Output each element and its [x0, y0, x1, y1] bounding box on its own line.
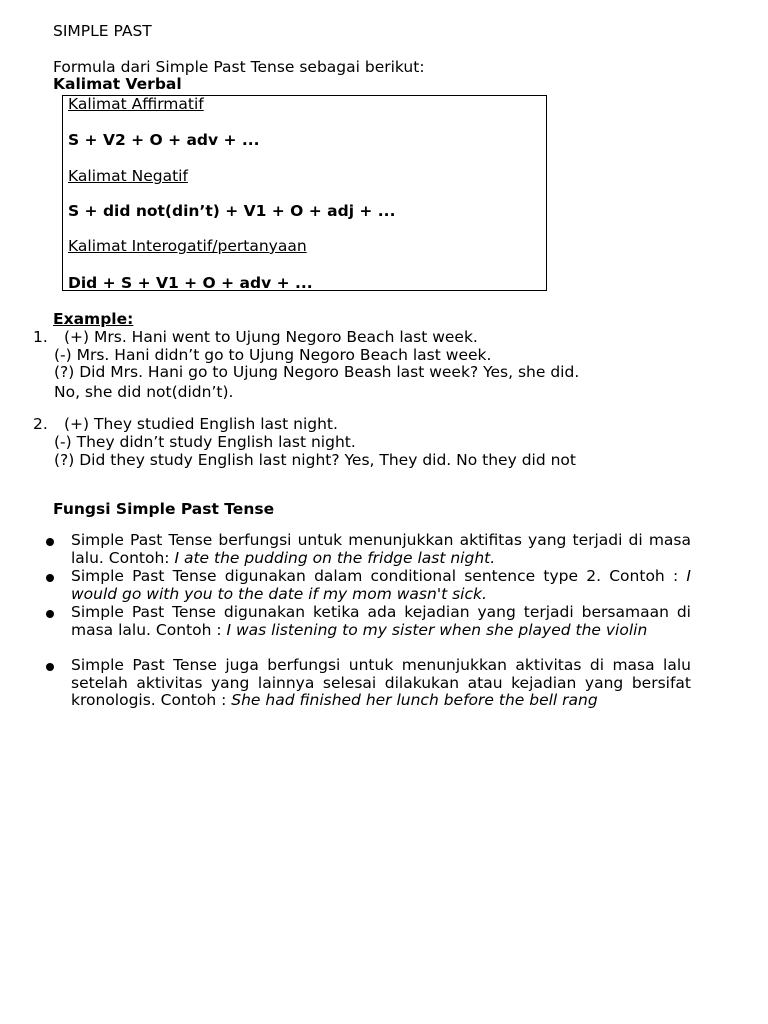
- bullet-icon: [46, 574, 54, 582]
- example-positive: (+) They studied English last night.: [64, 415, 338, 433]
- bullet-icon: [46, 610, 54, 618]
- list-item-example: I was listening to my sister when she played the violin: [226, 620, 648, 639]
- formula-box: [62, 95, 547, 291]
- affirmative-formula: S + V2 + O + adv + ...: [68, 131, 260, 149]
- example-number: 2.: [33, 415, 48, 433]
- example-number: 1.: [33, 328, 48, 346]
- example-negative: (-) They didn’t study English last night.: [54, 433, 356, 451]
- list-item-example: She had finished her lunch before the bell rang: [231, 691, 598, 709]
- fungsi-heading: Fungsi Simple Past Tense: [53, 500, 275, 518]
- bullet-icon: [46, 538, 54, 546]
- list-item-text: Simple Past Tense juga berfungsi untuk menunjukkan aktivitas di masa lalu setelah aktivitas yang lainnya selesai dilakukan atau kejadian yang bersifat kronologis. Contoh :: [71, 656, 691, 709]
- negative-formula: S + did not(din’t) + V1 + O + adj + ...: [68, 202, 396, 220]
- list-item-text: Simple Past Tense digunakan dalam conditional sentence type 2. Contoh :: [71, 567, 687, 585]
- example-question: (?) Did Mrs. Hani go to Ujung Negoro Beash last week? Yes, she did.: [54, 363, 580, 381]
- example-question: (?) Did they study English last night? Yes, They did. No they did not: [54, 451, 576, 469]
- list-item: [71, 604, 691, 639]
- list-item-example: I would go with you to the date if my mom wasn't sick.: [71, 567, 691, 603]
- doc-title: SIMPLE PAST: [53, 22, 152, 40]
- list-item-text: Simple Past Tense digunakan ketika ada kejadian yang terjadi bersamaan di masa lalu. Contoh :: [71, 603, 691, 639]
- example-negative: (-) Mrs. Hani didn’t go to Ujung Negoro Beach last week.: [54, 346, 492, 364]
- example-heading: Example:: [53, 310, 134, 328]
- interrogative-formula: Did + S + V1 + O + adv + ...: [68, 274, 313, 292]
- section-heading-verbal: Kalimat Verbal: [53, 75, 182, 93]
- example-answer: No, she did not(didn’t).: [54, 383, 234, 401]
- affirmative-heading: Kalimat Affirmatif: [68, 95, 204, 113]
- list-item-example: I ate the pudding on the fridge last night.: [174, 548, 496, 567]
- intro-text: Formula dari Simple Past Tense sebagai berikut:: [53, 58, 425, 76]
- negative-heading: Kalimat Negatif: [68, 167, 188, 185]
- interrogative-heading: Kalimat Interogatif/pertanyaan: [68, 237, 307, 255]
- bullet-icon: [46, 663, 54, 671]
- list-item-text: Simple Past Tense berfungsi untuk menunjukkan aktifitas yang terjadi di masa lalu. Contoh:: [71, 531, 691, 567]
- list-item: [71, 657, 691, 710]
- list-item: [71, 568, 691, 603]
- list-item: [71, 532, 691, 567]
- example-positive: (+) Mrs. Hani went to Ujung Negoro Beach last week.: [64, 328, 478, 346]
